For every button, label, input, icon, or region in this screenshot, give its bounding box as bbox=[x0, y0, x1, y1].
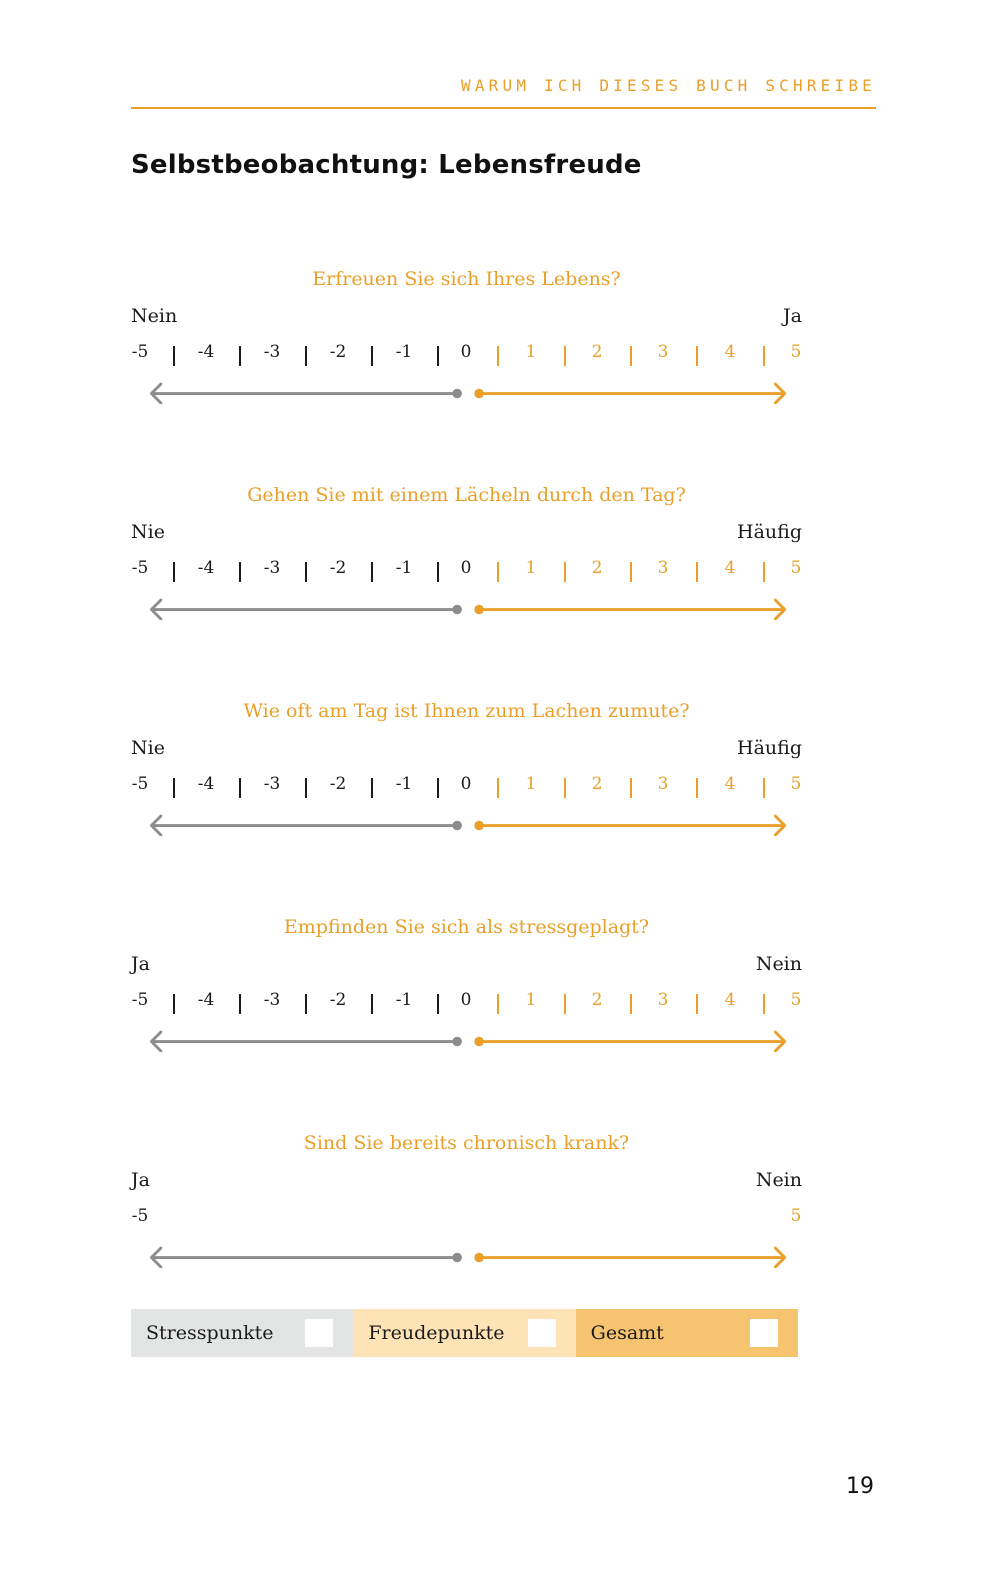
tick-label[interactable]: 5 bbox=[790, 1206, 802, 1226]
scale-left-label: Nie bbox=[131, 521, 165, 543]
tick-separator bbox=[305, 562, 307, 582]
total-points-box[interactable] bbox=[750, 1319, 778, 1347]
tick-label[interactable]: 5 bbox=[790, 774, 802, 794]
positive-start-dot bbox=[474, 1037, 484, 1047]
scale-2 bbox=[0, 484, 1000, 644]
scale-5 bbox=[0, 1132, 1000, 1292]
tick-separator bbox=[564, 778, 566, 798]
tick-label[interactable]: -2 bbox=[329, 342, 347, 362]
scale-right-label: Ja bbox=[783, 305, 802, 327]
tick-label[interactable]: 4 bbox=[724, 774, 736, 794]
tick-label[interactable]: 0 bbox=[460, 774, 472, 794]
scale-axis bbox=[0, 1012, 1000, 1052]
total-points-cell bbox=[576, 1309, 798, 1357]
negative-end-dot bbox=[452, 605, 462, 615]
tick-separator bbox=[696, 346, 698, 366]
negative-end-dot bbox=[452, 1253, 462, 1263]
tick-label[interactable]: -5 bbox=[131, 342, 149, 362]
tick-label[interactable]: -5 bbox=[131, 558, 149, 578]
tick-separator bbox=[371, 778, 373, 798]
tick-separator bbox=[696, 994, 698, 1014]
scale-ticks bbox=[0, 342, 1000, 366]
scale-right-label: Nein bbox=[755, 1169, 802, 1191]
scale-question: Gehen Sie mit einem Lächeln durch den Tag? bbox=[247, 484, 686, 506]
tick-separator bbox=[630, 562, 632, 582]
tick-label[interactable]: 2 bbox=[591, 342, 603, 362]
tick-separator bbox=[371, 994, 373, 1014]
tick-label[interactable]: -4 bbox=[197, 558, 215, 578]
tick-label[interactable]: 1 bbox=[525, 558, 537, 578]
tick-label[interactable]: 1 bbox=[525, 774, 537, 794]
tick-separator bbox=[696, 562, 698, 582]
scale-ticks bbox=[0, 990, 1000, 1014]
page-title: Selbstbeobachtung: Lebensfreude bbox=[131, 150, 642, 180]
tick-separator bbox=[763, 778, 765, 798]
tick-separator bbox=[564, 346, 566, 366]
header-rule bbox=[131, 107, 876, 109]
tick-separator bbox=[564, 562, 566, 582]
scale-axis bbox=[0, 1228, 1000, 1268]
scale-4 bbox=[0, 916, 1000, 1076]
joy-points-cell bbox=[353, 1309, 575, 1357]
tick-label[interactable]: -1 bbox=[395, 342, 413, 362]
tick-separator bbox=[371, 346, 373, 366]
scale-3 bbox=[0, 700, 1000, 860]
tick-separator bbox=[497, 994, 499, 1014]
tick-label[interactable]: -4 bbox=[197, 774, 215, 794]
positive-start-dot bbox=[474, 389, 484, 399]
tick-label[interactable]: 3 bbox=[657, 990, 669, 1010]
tick-label[interactable]: -5 bbox=[131, 990, 149, 1010]
tick-label[interactable]: 0 bbox=[460, 990, 472, 1010]
tick-label[interactable]: 2 bbox=[591, 990, 603, 1010]
scale-axis bbox=[0, 364, 1000, 404]
tick-label[interactable]: 5 bbox=[790, 558, 802, 578]
tick-label[interactable]: -1 bbox=[395, 558, 413, 578]
tick-label[interactable]: -3 bbox=[263, 342, 281, 362]
page-number: 19 bbox=[846, 1474, 874, 1499]
scale-right-label: Nein bbox=[755, 953, 802, 975]
tick-label[interactable]: 4 bbox=[724, 342, 736, 362]
scale-1 bbox=[0, 268, 1000, 428]
tick-label[interactable]: -4 bbox=[197, 990, 215, 1010]
tick-separator bbox=[173, 562, 175, 582]
stress-points-box[interactable] bbox=[305, 1319, 333, 1347]
scale-question: Empfinden Sie sich als stressgeplagt? bbox=[283, 916, 650, 938]
tick-separator bbox=[763, 562, 765, 582]
scale-right-label: Häufig bbox=[737, 737, 802, 759]
tick-separator bbox=[305, 994, 307, 1014]
tick-separator bbox=[630, 994, 632, 1014]
tick-separator bbox=[173, 346, 175, 366]
negative-end-dot bbox=[452, 389, 462, 399]
tick-label[interactable]: 5 bbox=[790, 990, 802, 1010]
tick-label[interactable]: 4 bbox=[724, 990, 736, 1010]
tick-separator bbox=[696, 778, 698, 798]
tick-label[interactable]: -5 bbox=[131, 1206, 149, 1226]
tick-label[interactable]: 3 bbox=[657, 558, 669, 578]
tick-label[interactable]: -2 bbox=[329, 990, 347, 1010]
tick-separator bbox=[564, 994, 566, 1014]
scale-left-label: Nie bbox=[131, 737, 165, 759]
tick-label[interactable]: -1 bbox=[395, 990, 413, 1010]
tick-separator bbox=[305, 778, 307, 798]
scale-left-label: Nein bbox=[131, 305, 178, 327]
tick-separator bbox=[437, 778, 439, 798]
tick-separator bbox=[763, 994, 765, 1014]
scale-question: Sind Sie bereits chronisch krank? bbox=[303, 1132, 630, 1154]
tick-label[interactable]: -3 bbox=[263, 774, 281, 794]
scale-left-label: Ja bbox=[131, 1169, 150, 1191]
tick-label[interactable]: 1 bbox=[525, 990, 537, 1010]
tick-label[interactable]: 4 bbox=[724, 558, 736, 578]
positive-start-dot bbox=[474, 1253, 484, 1263]
tick-separator bbox=[305, 346, 307, 366]
tick-label[interactable]: 3 bbox=[657, 342, 669, 362]
tick-label[interactable]: 1 bbox=[525, 342, 537, 362]
tick-separator bbox=[371, 562, 373, 582]
scale-question: Wie oft am Tag ist Ihnen zum Lachen zumute? bbox=[243, 700, 690, 722]
score-summary bbox=[131, 1309, 798, 1357]
negative-end-dot bbox=[452, 821, 462, 831]
tick-separator bbox=[763, 346, 765, 366]
scale-axis bbox=[0, 580, 1000, 620]
scale-ticks bbox=[0, 558, 1000, 582]
tick-separator bbox=[497, 346, 499, 366]
tick-label[interactable]: -1 bbox=[395, 774, 413, 794]
tick-separator bbox=[173, 778, 175, 798]
scale-left-label: Ja bbox=[131, 953, 150, 975]
tick-separator bbox=[437, 346, 439, 366]
tick-separator bbox=[437, 994, 439, 1014]
stress-points-cell bbox=[131, 1309, 353, 1357]
tick-separator bbox=[239, 562, 241, 582]
tick-separator bbox=[239, 346, 241, 366]
total-points-label: Gesamt bbox=[590, 1322, 664, 1344]
tick-label[interactable]: -4 bbox=[197, 342, 215, 362]
tick-label[interactable]: -2 bbox=[329, 558, 347, 578]
tick-separator bbox=[497, 562, 499, 582]
running-head: WARUM ICH DIESES BUCH SCHREIBE bbox=[461, 76, 876, 95]
tick-separator bbox=[630, 346, 632, 366]
scale-axis bbox=[0, 796, 1000, 836]
tick-label[interactable]: -2 bbox=[329, 774, 347, 794]
positive-start-dot bbox=[474, 821, 484, 831]
tick-separator bbox=[239, 994, 241, 1014]
tick-label[interactable]: -3 bbox=[263, 990, 281, 1010]
tick-separator bbox=[630, 778, 632, 798]
tick-label[interactable]: -5 bbox=[131, 774, 149, 794]
tick-label[interactable]: 0 bbox=[460, 558, 472, 578]
tick-separator bbox=[239, 778, 241, 798]
scale-right-label: Häufig bbox=[737, 521, 802, 543]
scale-ticks bbox=[0, 774, 1000, 798]
negative-end-dot bbox=[452, 1037, 462, 1047]
tick-label[interactable]: -3 bbox=[263, 558, 281, 578]
tick-separator bbox=[173, 994, 175, 1014]
tick-label[interactable]: 3 bbox=[657, 774, 669, 794]
tick-separator bbox=[437, 562, 439, 582]
tick-label[interactable]: 2 bbox=[591, 774, 603, 794]
tick-label[interactable]: 0 bbox=[460, 342, 472, 362]
tick-label[interactable]: 5 bbox=[790, 342, 802, 362]
scale-question: Erfreuen Sie sich Ihres Lebens? bbox=[312, 268, 621, 290]
positive-start-dot bbox=[474, 605, 484, 615]
joy-points-label: Freudepunkte bbox=[368, 1322, 505, 1344]
stress-points-label: Stresspunkte bbox=[146, 1322, 274, 1344]
tick-separator bbox=[497, 778, 499, 798]
joy-points-box[interactable] bbox=[528, 1319, 556, 1347]
tick-label[interactable]: 2 bbox=[591, 558, 603, 578]
scale-ticks bbox=[0, 1206, 1000, 1230]
